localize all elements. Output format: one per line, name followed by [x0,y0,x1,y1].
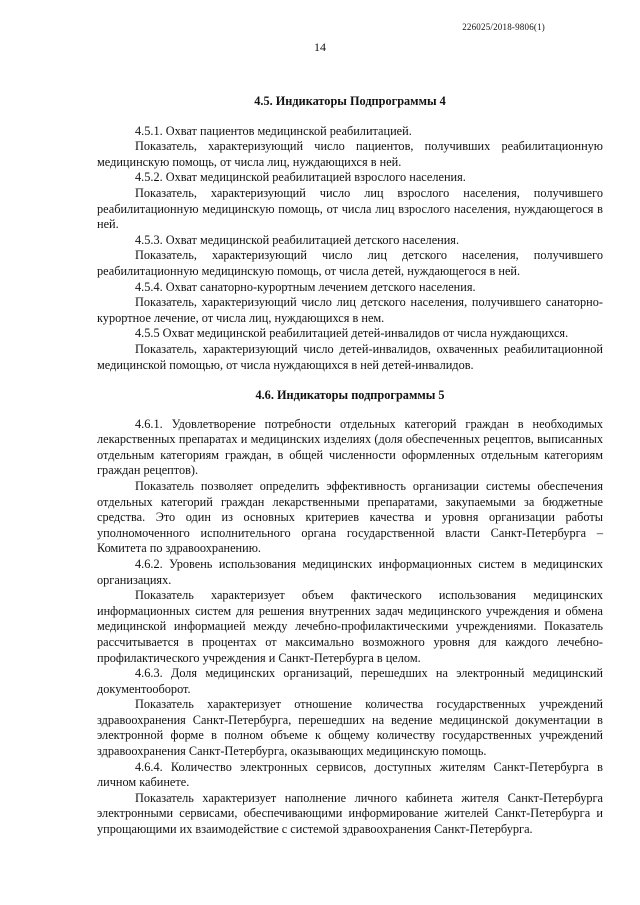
indicator-heading: 4.6.2. Уровень использования медицинских информационных систем в медицинских организациях. [97,556,603,587]
section-4-5 [97,94,603,373]
indicator-description: Показатель характеризует объем фактического использования медицинских информационных систем для решения внутренних задач медицинского учреждения и обмена медицинской информацией между лечебно-профилактическими учреждениями. Показатель рассчитывается в процентах от максимально возможного уровня для каждого лечебно-профилактического учреждения и Санкт-Петербурга в целом. [97,588,603,665]
indicator-description: Показатель, характеризующий число детей-инвалидов, охваченных реабилитационной медицинской помощью, от числа нуждающихся в ней детей-инвалидов. [97,341,603,372]
indicator-heading: 4.6.3. Доля медицинских организаций, перешедших на электронный медицинский документооборот. [97,666,603,696]
page-number: 14 [314,40,326,54]
indicator-heading: 4.5.4. Охват санаторно-курортным лечением детского населения. [135,279,476,294]
indicator-heading: 4.6.1. Удовлетворение потребности отдельных категорий граждан в необходимых лекарственных препаратах и медицинских изделиях (доля обеспеченных рецептов, выписанных отдельным категориям граждан, в общей численности оформленных отдельным категориям граждан рецептов). [97,416,603,478]
indicator-heading: 4.5.1. Охват пациентов медицинской реабилитацией. [135,123,412,138]
indicator-description: Показатель, характеризующий число лиц взрослого населения, получившего реабилитационную медицинскую помощь, от числа лиц взрослого населения, нуждающегося в ней. [97,185,603,232]
indicator-description: Показатель, характеризующий число пациентов, получивших реабилитационную медицинскую помощь, от числа лиц, нуждающихся в ней. [97,139,603,169]
indicator-description: Показатель, характеризующий число лиц детского населения, получившего санаторно-курортное лечение, от числа лиц, нуждающихся в нем. [97,295,603,325]
indicator-description: Показатель характеризует отношение количества государственных учреждений здравоохранения Санкт-Петербурга, перешедших на ведение медицинской документации в электронной форме в полном объеме к общему количеству государственных учреждений здравоохранения Санкт-Петербурга, оказывающих медицинскую помощь. [97,697,603,759]
indicator-heading: 4.5.2. Охват медицинской реабилитацией взрослого населения. [135,170,466,185]
indicator-description: Показатель характеризует наполнение личного кабинета жителя Санкт-Петербурга электронными сервисами, обеспечивающими информирование жителей Санкт-Петербурга и упрощающими их взаимодействие с системой здравоохранения Санкт-Петербурга. [97,790,603,837]
indicator-description: Показатель позволяет определить эффективность организации системы обеспечения отдельных категорий граждан лекарственными препаратами, закупаемыми за бюджетные средства. Это один из основных критериев качества и уровня организации работы уполномоченного исполнительного органа государственной власти Санкт-Петербурга – Комитета по здравоохранению. [97,478,603,556]
section-title: 4.5. Индикаторы Подпрограммы 4 [254,94,446,108]
indicator-description: Показатель, характеризующий число лиц детского населения, получившего реабилитационную медицинскую помощь, от числа детей, нуждающегося в ней. [97,248,603,278]
indicator-heading: 4.6.4. Количество электронных сервисов, доступных жителям Санкт-Петербурга в личном кабинете. [97,759,603,790]
document-number: 226025/2018-9806(1) [462,22,545,32]
section-title: 4.6. Индикаторы подпрограммы 5 [255,388,445,402]
section-4-6 [97,388,603,838]
indicator-heading: 4.5.5 Охват медицинской реабилитацией детей-инвалидов от числа нуждающихся. [135,326,569,341]
indicator-heading: 4.5.3. Охват медицинской реабилитацией детского населения. [135,232,460,247]
